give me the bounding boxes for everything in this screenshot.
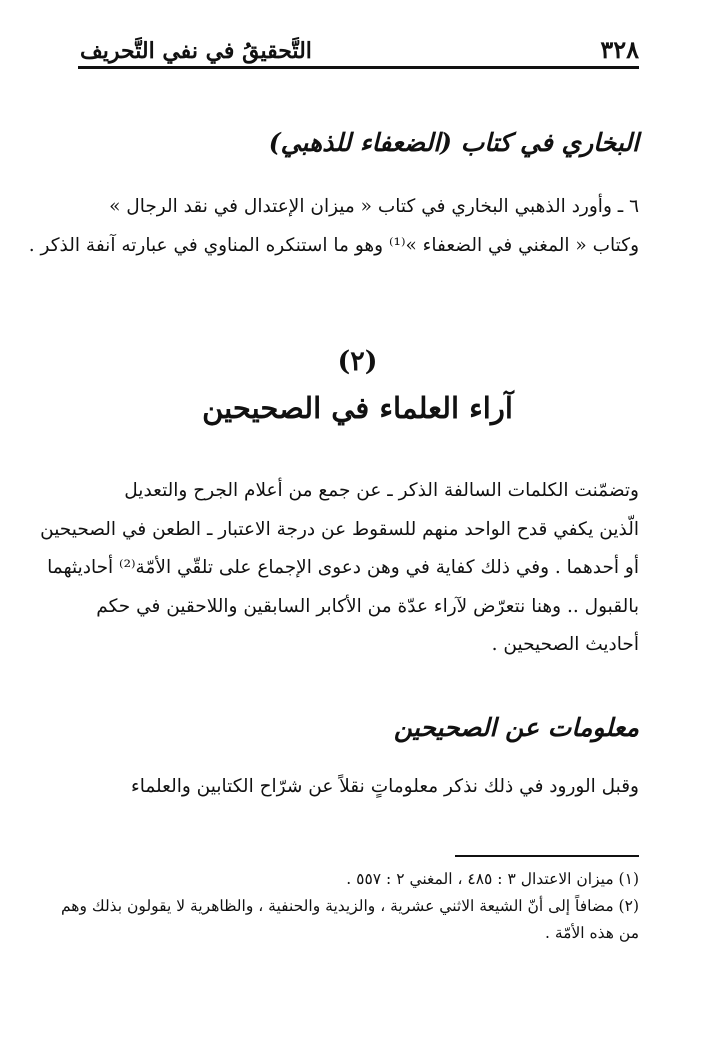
paragraph-line: الّذين يكفي قدح الواحد منهم للسقوط عن درجة الاعتبار ـ الطعن في الصحيحين <box>40 518 639 540</box>
footnotes <box>60 866 639 947</box>
paragraph-line: ٦ ـ وأورد الذهبي البخاري في كتاب « ميزان الإعتدال في نقد الرجال » <box>109 196 639 217</box>
paragraph-line: بالقبول .. وهنا نتعرّض لآراء عدّة من الأكابر السابقين واللاحقين في حكم <box>96 595 639 617</box>
paragraph-line: أو أحدهما . وفي ذلك كفاية في وهن دعوى الإجماع على تلقّي الأمّة⁽²⁾ أحاديثهما <box>47 557 639 578</box>
paragraph-line: أحاديث الصحيحين . <box>491 634 639 655</box>
paragraph-line: وكتاب « المغني في الضعفاء »⁽¹⁾ وهو ما استنكره المناوي في عبارته آنفة الذكر . <box>28 234 639 256</box>
page-number: ٣٢٨ <box>600 35 639 64</box>
section-heading-info: معلومات عن الصحيحين <box>393 713 639 742</box>
running-title: التَّحقيقُ في نفي التَّحريف <box>80 38 312 64</box>
section-title: آراء العلماء في الصحيحين <box>202 391 513 425</box>
paragraph-info <box>80 768 639 807</box>
page-header <box>80 30 639 64</box>
footnote-rule <box>455 855 639 857</box>
header-rule <box>78 66 639 69</box>
footnote-2-continuation: من هذه الأمّة . <box>545 924 639 942</box>
paragraph-line: وتضمّنت الكلمات السالفة الذكر ـ عن جمع من أعلام الجرح والتعديل <box>124 480 639 501</box>
paragraph-line: وقبل الورود في ذلك نذكر معلوماتٍ نقلاً عن شرّاح الكتابين والعلماء <box>131 776 639 797</box>
paragraph-opinions <box>40 472 639 665</box>
section-number: (٢) <box>337 346 378 377</box>
section-heading-bukhari: البخاري في كتاب (الضعفاء للذهبي) <box>268 128 639 157</box>
paragraph-bukhari <box>28 188 639 265</box>
footnote-1: (١) ميزان الاعتدال ٣ : ٤٨٥ ، المغني ٢ : ٥٥٧ . <box>346 870 639 888</box>
footnote-2: (٢) مضافاً إلى أنّ الشيعة الاثني عشرية ، والزيدية والحنفية ، والظاهرية لا يقولون بذلك وهم <box>60 897 639 915</box>
